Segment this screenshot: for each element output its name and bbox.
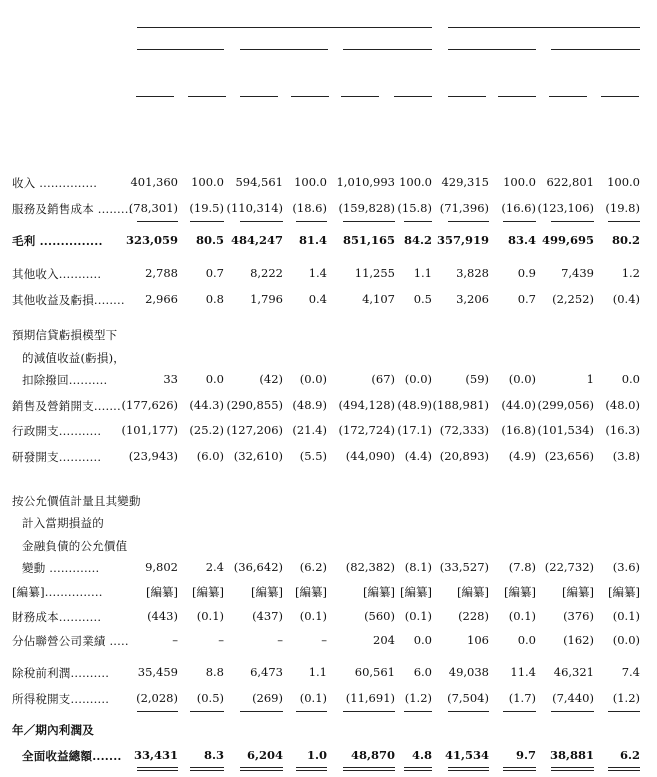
row-label: 變動 .............	[22, 561, 100, 575]
table-cell: 1.1	[413, 266, 432, 280]
table-cell: (188,981)	[432, 398, 489, 412]
subtotal-rule	[296, 221, 327, 222]
subtotal-rule	[296, 711, 327, 712]
subtotal-rule	[448, 711, 489, 712]
table-cell: 4,107	[362, 292, 395, 306]
total-rule	[404, 770, 432, 771]
table-cell: (15.8)	[397, 201, 432, 215]
table-cell: (290,855)	[226, 398, 283, 412]
table-cell: (32,610)	[233, 449, 283, 463]
table-cell: –	[218, 633, 224, 647]
subtotal-rule	[551, 221, 594, 222]
row-label: 其他收入...........	[12, 267, 102, 281]
table-cell: 38,881	[549, 748, 594, 762]
row-label: 計入當期損益的	[22, 516, 104, 530]
table-cell: (33,527)	[439, 560, 489, 574]
table-cell: 429,315	[441, 175, 489, 189]
column-rule	[341, 96, 379, 97]
table-cell: 60,561	[354, 665, 395, 679]
column-rule	[448, 96, 486, 97]
table-cell: 84.2	[403, 233, 432, 247]
year-rule	[240, 49, 328, 50]
table-cell: (21.4)	[292, 423, 327, 437]
table-cell: (443)	[147, 609, 178, 623]
table-cell: (1.7)	[508, 691, 536, 705]
table-cell: 4.8	[411, 748, 432, 762]
table-cell: (4.9)	[508, 449, 536, 463]
table-cell: 357,919	[436, 233, 489, 247]
table-cell: (3.8)	[612, 449, 640, 463]
table-cell: (0.1)	[508, 609, 536, 623]
total-rule	[551, 770, 594, 771]
total-rule	[503, 767, 536, 768]
table-cell: (48.9)	[292, 398, 327, 412]
table-cell: 622,801	[546, 175, 594, 189]
table-cell: (5.5)	[299, 449, 327, 463]
table-cell: 100.0	[294, 175, 327, 189]
table-cell: (7.8)	[508, 560, 536, 574]
table-cell: (16.6)	[501, 201, 536, 215]
table-cell: (123,106)	[537, 201, 594, 215]
table-cell: 0.0	[205, 372, 224, 386]
subtotal-rule	[343, 711, 395, 712]
total-rule	[343, 770, 395, 771]
total-rule	[137, 770, 178, 771]
table-cell: 1.2	[621, 266, 640, 280]
table-cell: (494,128)	[338, 398, 395, 412]
table-cell: 2,966	[145, 292, 178, 306]
table-cell: (110,314)	[226, 201, 283, 215]
table-cell: (376)	[563, 609, 594, 623]
row-label: 年／期內利潤及	[12, 722, 94, 737]
table-cell: 484,247	[230, 233, 283, 247]
table-cell: 11,255	[354, 266, 395, 280]
table-cell: 8,222	[250, 266, 283, 280]
table-cell: (23,656)	[544, 449, 594, 463]
table-cell: 0.9	[517, 266, 536, 280]
table-cell: (7,504)	[447, 691, 489, 705]
row-label: 銷售及營銷開支.......	[12, 399, 121, 413]
table-cell: (0.1)	[612, 609, 640, 623]
table-cell: 83.4	[507, 233, 536, 247]
table-cell: 2.4	[205, 560, 224, 574]
table-cell: (25.2)	[189, 423, 224, 437]
table-cell: (48.9)	[397, 398, 432, 412]
subtotal-rule	[503, 711, 536, 712]
table-cell: (18.6)	[292, 201, 327, 215]
row-label: 行政開支...........	[12, 424, 102, 438]
table-cell: 1.0	[306, 748, 327, 762]
table-cell: 49,038	[448, 665, 489, 679]
total-rule	[296, 770, 327, 771]
total-rule	[190, 770, 224, 771]
table-cell: [編纂]	[295, 585, 327, 599]
subtotal-rule	[404, 711, 432, 712]
table-cell: 8.3	[203, 748, 224, 762]
table-cell: [編纂]	[146, 585, 178, 599]
table-cell: (0.1)	[299, 691, 327, 705]
table-cell: (162)	[563, 633, 594, 647]
table-cell: (22,732)	[544, 560, 594, 574]
row-label: 預期信貸虧損模型下	[12, 328, 118, 342]
total-rule	[503, 770, 536, 771]
table-cell: (0.1)	[196, 609, 224, 623]
table-cell: (59)	[465, 372, 489, 386]
table-cell: 1.4	[308, 266, 327, 280]
total-rule	[240, 770, 283, 771]
table-cell: (11,691)	[345, 691, 395, 705]
table-cell: 401,360	[130, 175, 178, 189]
total-rule	[448, 770, 489, 771]
row-label: [編纂]...............	[12, 585, 103, 599]
table-cell: 0.0	[413, 633, 432, 647]
table-cell: 33,431	[133, 748, 178, 762]
table-cell: (0.0)	[299, 372, 327, 386]
row-label: 收入 ...............	[12, 176, 98, 190]
table-cell: (177,626)	[121, 398, 178, 412]
table-cell: (44.3)	[189, 398, 224, 412]
row-label: 毛利 ...............	[12, 234, 103, 248]
row-label: 按公允價值計量且其變動	[12, 493, 141, 508]
table-cell: (19.8)	[605, 201, 640, 215]
table-cell: (0.5)	[196, 691, 224, 705]
table-cell: 499,695	[541, 233, 594, 247]
column-rule	[549, 96, 587, 97]
table-cell: –	[172, 633, 178, 647]
table-cell: [編纂]	[251, 585, 283, 599]
row-label: 研發開支...........	[12, 450, 102, 464]
table-cell: 8.8	[205, 665, 224, 679]
row-label: 的減值收益(虧損)，	[22, 350, 125, 365]
year-rule	[448, 49, 536, 50]
row-label: 金融負債的公允價值	[22, 538, 128, 553]
table-cell: (19.5)	[189, 201, 224, 215]
table-cell: 80.2	[611, 233, 640, 247]
table-cell: 594,561	[235, 175, 283, 189]
row-label: 扣除撥回..........	[22, 373, 108, 387]
table-cell: 9,802	[145, 560, 178, 574]
table-cell: (4.4)	[404, 449, 432, 463]
table-cell: 41,534	[444, 748, 489, 762]
column-rule	[188, 96, 226, 97]
table-cell: (42)	[259, 372, 283, 386]
table-cell: (101,177)	[121, 423, 178, 437]
table-cell: 7,439	[561, 266, 594, 280]
subtotal-rule	[551, 711, 594, 712]
table-cell: (269)	[252, 691, 283, 705]
table-cell: 1,796	[250, 292, 283, 306]
table-cell: (2,252)	[552, 292, 594, 306]
table-cell: (560)	[364, 609, 395, 623]
table-cell: –	[277, 633, 283, 647]
row-label: 其他收益及虧損........	[12, 293, 125, 307]
table-cell: (23,943)	[128, 449, 178, 463]
row-label: 分佔聯營公司業績 .....	[12, 634, 129, 648]
table-cell: (78,301)	[128, 201, 178, 215]
table-cell: (0.0)	[404, 372, 432, 386]
table-cell: [編纂]	[562, 585, 594, 599]
table-cell: 323,059	[125, 233, 178, 247]
table-cell: (0.0)	[508, 372, 536, 386]
total-rule	[608, 767, 640, 768]
total-rule	[343, 767, 395, 768]
table-cell: (0.1)	[299, 609, 327, 623]
table-cell: 0.8	[205, 292, 224, 306]
table-cell: [編纂]	[608, 585, 640, 599]
total-rule	[608, 770, 640, 771]
table-cell: (6.0)	[196, 449, 224, 463]
table-cell: (0.1)	[404, 609, 432, 623]
table-cell: 35,459	[137, 665, 178, 679]
table-cell: 1,010,993	[336, 175, 395, 189]
table-cell: (44.0)	[501, 398, 536, 412]
column-rule	[601, 96, 639, 97]
table-cell: [編纂]	[400, 585, 432, 599]
table-cell: 100.0	[191, 175, 224, 189]
table-cell: 6.0	[413, 665, 432, 679]
column-rule	[394, 96, 432, 97]
table-cell: (16.8)	[501, 423, 536, 437]
table-cell: (0.4)	[612, 292, 640, 306]
table-cell: 0.0	[621, 372, 640, 386]
table-cell: (299,056)	[537, 398, 594, 412]
table-cell: 0.0	[517, 633, 536, 647]
subtotal-rule	[137, 711, 178, 712]
table-cell: 11.4	[510, 665, 536, 679]
table-cell: 2,788	[145, 266, 178, 280]
table-cell: (159,828)	[338, 201, 395, 215]
table-cell: (172,724)	[338, 423, 395, 437]
row-label: 財務成本...........	[12, 610, 102, 624]
table-cell: 6,204	[246, 748, 283, 762]
table-cell: (1.2)	[404, 691, 432, 705]
table-cell: 100.0	[399, 175, 432, 189]
table-cell: 851,165	[342, 233, 395, 247]
table-cell: [編纂]	[192, 585, 224, 599]
subtotal-rule	[343, 221, 395, 222]
table-cell: (20,893)	[439, 449, 489, 463]
subtotal-rule	[608, 221, 640, 222]
table-cell: 3,828	[456, 266, 489, 280]
column-rule	[498, 96, 536, 97]
table-cell: (3.6)	[612, 560, 640, 574]
table-cell: (36,642)	[233, 560, 283, 574]
table-cell: (16.3)	[605, 423, 640, 437]
table-cell: 81.4	[298, 233, 327, 247]
table-cell: (17.1)	[397, 423, 432, 437]
table-cell: 106	[467, 633, 489, 647]
total-rule	[190, 767, 224, 768]
column-rule	[291, 96, 329, 97]
subtotal-rule	[240, 711, 283, 712]
table-cell: (82,382)	[345, 560, 395, 574]
total-rule	[404, 767, 432, 768]
table-cell: 80.5	[195, 233, 224, 247]
total-rule	[240, 767, 283, 768]
table-cell: 3,206	[456, 292, 489, 306]
table-cell: (0.0)	[612, 633, 640, 647]
total-rule	[551, 767, 594, 768]
row-label: 全面收益總額.......	[22, 749, 122, 763]
table-cell: (127,206)	[226, 423, 283, 437]
row-label: 服務及銷售成本 .........	[12, 202, 133, 216]
subtotal-rule	[448, 221, 489, 222]
column-rule	[136, 96, 174, 97]
table-cell: 100.0	[503, 175, 536, 189]
subtotal-rule	[608, 711, 640, 712]
table-cell: (7,440)	[552, 691, 594, 705]
table-cell: 6.2	[619, 748, 640, 762]
table-cell: (8.1)	[404, 560, 432, 574]
table-cell: (6.2)	[299, 560, 327, 574]
table-cell: 46,321	[553, 665, 594, 679]
table-cell: 1.1	[308, 665, 327, 679]
table-cell: (228)	[458, 609, 489, 623]
subtotal-rule	[240, 221, 283, 222]
year-rule	[137, 49, 224, 50]
table-cell: 9.7	[515, 748, 536, 762]
header-rule	[448, 27, 640, 28]
subtotal-rule	[190, 221, 224, 222]
total-rule	[296, 767, 327, 768]
subtotal-rule	[137, 221, 178, 222]
table-cell: (72,333)	[439, 423, 489, 437]
table-cell: [編纂]	[457, 585, 489, 599]
table-cell: (1.2)	[612, 691, 640, 705]
row-label: 除稅前利潤..........	[12, 666, 110, 680]
table-cell: [編纂]	[504, 585, 536, 599]
table-cell: –	[321, 633, 327, 647]
table-cell: (71,396)	[439, 201, 489, 215]
table-cell: (67)	[371, 372, 395, 386]
year-rule	[343, 49, 432, 50]
row-label: 所得稅開支..........	[12, 692, 110, 706]
table-cell: 0.4	[308, 292, 327, 306]
table-cell: (44,090)	[345, 449, 395, 463]
total-rule	[448, 767, 489, 768]
table-cell: (2,028)	[136, 691, 178, 705]
table-cell: (101,534)	[537, 423, 594, 437]
table-cell: 48,870	[350, 748, 395, 762]
table-cell: 204	[373, 633, 395, 647]
table-cell: 0.7	[517, 292, 536, 306]
year-rule	[551, 49, 640, 50]
table-cell: 33	[163, 372, 178, 386]
table-cell: 1	[586, 372, 594, 386]
header-rule	[137, 27, 432, 28]
table-cell: 0.5	[413, 292, 432, 306]
table-cell: 6,473	[250, 665, 283, 679]
total-rule	[137, 767, 178, 768]
table-cell: (437)	[252, 609, 283, 623]
table-cell: (48.0)	[605, 398, 640, 412]
subtotal-rule	[190, 711, 224, 712]
table-cell: 7.4	[621, 665, 640, 679]
table-cell: 100.0	[607, 175, 640, 189]
subtotal-rule	[404, 221, 432, 222]
subtotal-rule	[503, 221, 536, 222]
table-cell: 0.7	[205, 266, 224, 280]
column-rule	[240, 96, 278, 97]
table-cell: [編纂]	[363, 585, 395, 599]
